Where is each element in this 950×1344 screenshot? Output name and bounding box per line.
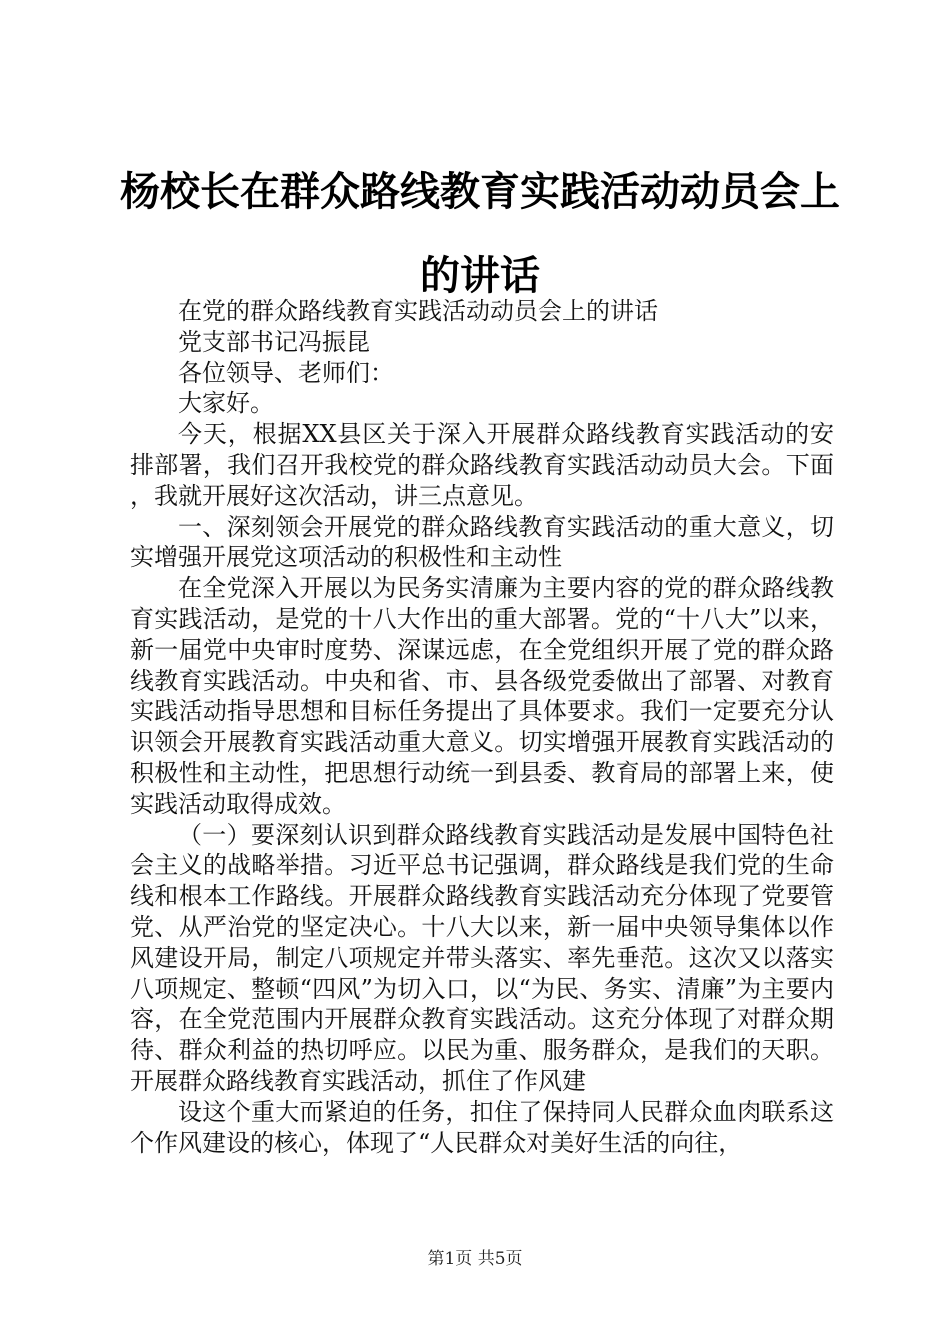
paragraph-greeting: 大家好。 — [178, 389, 274, 418]
paragraph-body-2: （一）要深刻认识到群众路线教育实践活动是发展中国特色社会主义的战略举措。习近平总书记强调，群众路线是我们党的生命线和根本工作路线。开展群众路线教育实践活动充分体现了党要管党、从严治党的坚定决心。十八大以来，新一届中央领导集体以作风建设开局，制定八项规定并带头落实、率先垂范。这次又以落实八项规定、整顿“四风”为切入口，以“为民、务实、清廉”为主要内容，在全党范围内开展群众教育实践活动。这充分体现了对群众期待、群众利益的热切呼应。以民为重、服务群众，是我们的天职。开展群众路线教育实践活动，抓住了作风建 — [130, 820, 834, 1095]
paragraph-heading-1: 一、深刻领会开展党的群众路线教育实践活动的重大意义，切实增强开展党这项活动的积极性和主动性 — [130, 512, 834, 572]
document-body — [130, 296, 834, 1158]
paragraph-intro: 今天，根据XX县区关于深入开展群众路线教育实践活动的安排部署，我们召开我校党的群众路线教育实践活动动员大会。下面，我就开展好这次活动，讲三点意见。 — [130, 420, 834, 510]
paragraph-body-1: 在全党深入开展以为民务实清廉为主要内容的党的群众路线教育实践活动，是党的十八大作出的重大部署。党的“十八大”以来，新一届党中央审时度势、深谋远虑，在全党组织开展了党的群众路线教育实践活动。中央和省、市、县各级党委做出了部署、对教育实践活动指导思想和目标任务提出了具体要求。我们一定要充分认识领会开展教育实践活动重大意义。切实增强开展教育实践活动的积极性和主动性，把思想行动统一到县委、教育局的部署上来，使实践活动取得成效。 — [130, 574, 834, 818]
paragraph-body-3: 设这个重大而紧迫的任务，扣住了保持同人民群众血肉联系这个作风建设的核心，体现了“人民群众对美好生活的向往， — [130, 1097, 834, 1157]
paragraph-speaker: 党支部书记冯振昆 — [178, 327, 370, 356]
paragraph-subtitle: 在党的群众路线教育实践活动动员会上的讲话 — [178, 297, 658, 325]
document-title: 杨校长在群众路线教育实践活动动员会上的讲话 — [120, 169, 840, 299]
paragraph-salutation: 各位领导、老师们： — [178, 358, 394, 387]
page-footer: 第1页 共5页 — [427, 1249, 523, 1269]
